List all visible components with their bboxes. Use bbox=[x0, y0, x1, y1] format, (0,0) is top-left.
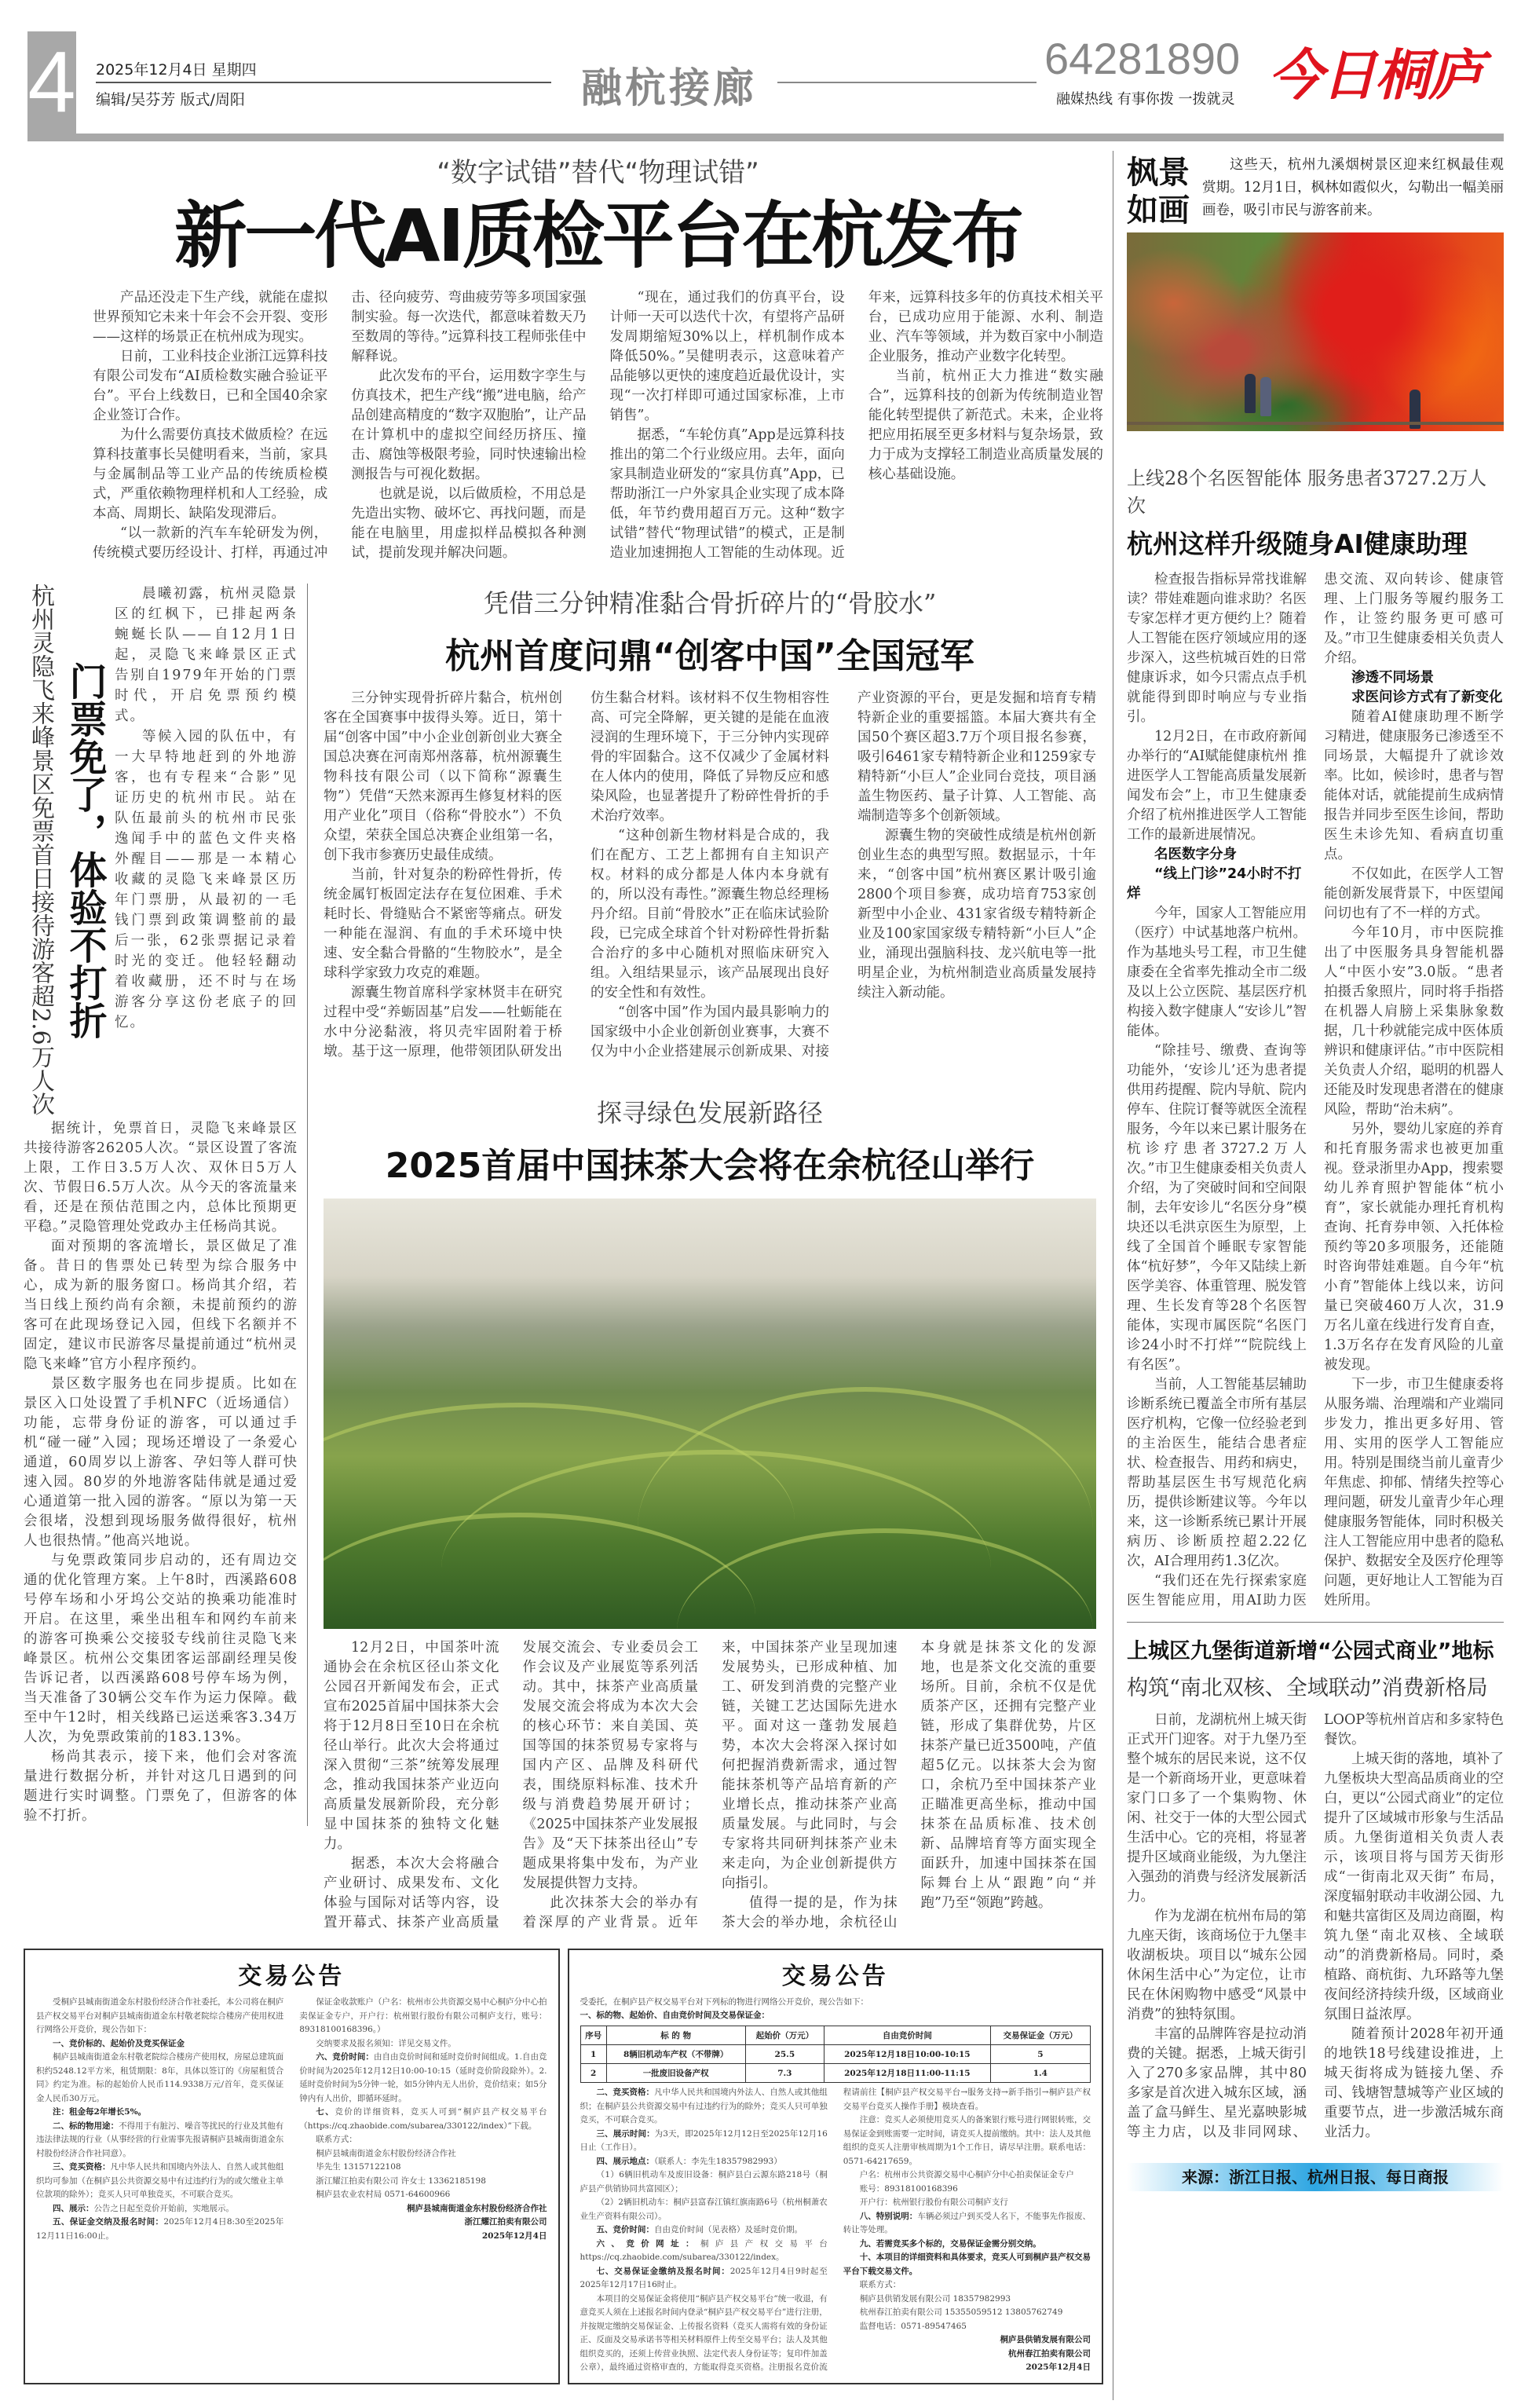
visitor-figure bbox=[1260, 377, 1271, 416]
notice-title: 交易公告 bbox=[238, 1963, 346, 1990]
table-header: 序号 bbox=[580, 2026, 606, 2045]
shangcheng-article-headline: 上城区九堡街道新增“公园式商业”地标 bbox=[1127, 1639, 1494, 1663]
notice-clause-text: 桐庐县产权交易平台https://cq.zhaobide.com/subarea/330122/index。 bbox=[580, 2238, 828, 2262]
maple-forest-photo bbox=[1127, 232, 1504, 431]
notice-paragraph bbox=[299, 2037, 547, 2051]
paragraph: 晨曦初露，杭州灵隐景区的红枫下，已排起两条蜿蜒长队——自12月1日起，灵隐飞来峰景区正式告别自1979年开始的门票时代，开启免票预约模式。 bbox=[115, 586, 298, 724]
notice-clause-text: 凡中华人民共和国境内外法人、自然人或其他组织均可参加（在桐庐县公共资源交易中有过违约行为的或欠缴业主单位款项的除外）；竞买人只可单独竞买，不可联合竞买。 bbox=[36, 2162, 284, 2199]
header-bar bbox=[27, 134, 1504, 141]
notice-clause-heading: 五、保证金交纳及报名时间： bbox=[53, 2217, 164, 2227]
paragraph: 据悉，“车轮仿真”App是远算科技推出的第二个行业级应用。去年，面向家具制造业研发的“家具仿真”App，已帮助浙江一户外家具企业实现了成本降低，年节约费用超百万元。这种“数字试错”替代“物理试错”的模式，正是制造业加速拥抱人工智能的生动体现。近年来，远算科技多年的仿真技术相关平台，已成功应用于能源、水利、制造业、汽车等领域，并为数百家中小制造企业服务，推动产业数字化转型。 bbox=[609, 290, 1103, 561]
notice-clause-text: 桐庐县城南街道金东村敬老院综合楼房产使用权，房屋总建筑面积约5248.12平方米，租赁期限：8年，具体以签订的《房屋租赁合同》约定为准。标的起始价人民币114.9338万元/首年，竞买保证金人民币30万元。 bbox=[36, 2052, 284, 2103]
notice-clause-text: 2025年12月4日9时起至2025年12月17日16时止。 bbox=[580, 2266, 828, 2289]
notice-paragraph bbox=[580, 2196, 828, 2223]
notice-paragraph bbox=[843, 2113, 1091, 2168]
notice-signature: 桐庐县供销发展有限公司 bbox=[1000, 2335, 1091, 2344]
notice-clause-text: 监督电话：0571-89547465 bbox=[859, 2321, 967, 2331]
paragraph: 12月2日，在市政府新闻办举行的“AI赋能健康杭州 推进医学人工智能高质量发展新闻发布会”上，市卫生健康委介绍了杭州推进医学人工智能工作的最新进展情况。 bbox=[1127, 729, 1307, 843]
boneglue-headline: 杭州首度问鼎“创客中国”全国冠军 bbox=[445, 636, 974, 676]
paragraph: 产品还没走下生产线，就能在虚拟世界预知它未来十年会不会开裂、变形——这样的场景正在杭州成为现实。 bbox=[93, 290, 328, 345]
lot-table bbox=[580, 2026, 1091, 2083]
notice-clause-heading: 十、本项目的详细资料和具体要求，竞买人可到桐庐县产权交易平台下载交易文件。 bbox=[843, 2252, 1091, 2276]
notice-clause-heading: 四、展示地点： bbox=[596, 2156, 654, 2166]
maple-photo-title: 枫景如画 bbox=[1127, 155, 1190, 229]
notice-clause-text: 开户行：杭州银行股份有限公司桐庐支行 bbox=[859, 2198, 1008, 2207]
notice-clause-text: 凡中华人民共和国境内外法人、自然人或其他组织；在桐庐县公共资源交易中有过违约行为的除外；竞买人只可单独竞买，不可联合竞买。 bbox=[580, 2088, 828, 2124]
paragraph: 也就是说，以后做质检，不用总是先造出实物、破坏它、再找问题，而是能在电脑里，用虚拟样品模拟各种测试，提前发现并解决问题。 bbox=[351, 486, 587, 561]
notice-paragraph bbox=[843, 2293, 1091, 2307]
notice-paragraph bbox=[299, 2161, 547, 2175]
table-row bbox=[580, 2064, 1091, 2083]
paragraph: 杨尚其表示，接下来，他们会对客流量进行数据分析，并针对这几日遇到的问题进行实时调整。门票免了，但游客的体验不打折。 bbox=[24, 1748, 298, 1824]
notice-paragraph bbox=[36, 1996, 283, 2037]
notice-clause-heading: 二、标的物用途： bbox=[53, 2121, 119, 2131]
table-cell: 5 bbox=[990, 2045, 1090, 2064]
tea-headline: 2025首届中国抹茶大会将在余杭径山举行 bbox=[385, 1146, 1035, 1186]
notice-clause-text: 保证金收款账户（户名：杭州市公共资源交易中心桐庐分中心拍卖保证金专户，开户行：杭州银行股份有限公司桐庐支行，账号：89318100168396。） bbox=[299, 1997, 547, 2034]
notice-paragraph bbox=[843, 2251, 1091, 2278]
paragraph: 当前，针对复杂的粉碎性骨折，传统金属钉板固定法存在复位困难、手术耗时长、骨缝贴合不紧密等痛点。研发一种能在湿润、有血的手术环境中快速、安全黏合骨骼的“生物胶水”，是全球科学家致力攻克的难题。 bbox=[324, 867, 562, 981]
notice-paragraph bbox=[299, 2133, 547, 2147]
right-column bbox=[1113, 151, 1532, 2207]
paragraph: “以一款新的汽车车轮研发为例，传统模式要历经设计、打样，再通过冲击、径向疲劳、弯曲疲劳等多项国家强制实验。每一次迭代，都意味着数天乃至数周的等待。”远算科技工程师张佳中解释说。 bbox=[93, 290, 587, 561]
notice-clause-text: 由自由竞价时间和延时竞价时间组成。1.自由竞价时间为2025年12月12日10:00-10:15（延时竞价阶段除外）。2.延时竞价时间为5分钟一轮，如5分钟内无人出价，竞价结束；如5分钟内有人出价，即循环延时。 bbox=[299, 2052, 547, 2103]
notice-signature: 浙江耀江拍卖有限公司 bbox=[464, 2217, 547, 2227]
notice-intro: 受委托，在桐庐县产权交易平台对下列标的物进行网络公开竞价，现公告如下： bbox=[580, 1997, 868, 2007]
notice-clause-text: （2）2辆旧机动车：桐庐县富春江镇红旗南路6号（杭州桐萧农业生产资料有限公司）。 bbox=[580, 2198, 828, 2221]
notice-section-heading: 一、标的物、起始价、自由竞价时间及交易保证金： bbox=[580, 2011, 770, 2020]
notice-signature: 杭州春江拍卖有限公司 bbox=[1008, 2348, 1091, 2359]
table-header: 自由竞价时间 bbox=[825, 2026, 991, 2045]
notice-clause-text: 浙江耀江拍卖有限公司 许女士 13362185198 bbox=[316, 2176, 486, 2186]
maple-photo-caption: 这些天，杭州九溪烟树景区迎来红枫最佳观赏期。12月1日，枫林如霞似火，勾勒出一幅美丽画卷，吸引市民与游客前来。 bbox=[1202, 157, 1504, 218]
table-cell: 2025年12月18日10:00-10:15 bbox=[825, 2045, 991, 2064]
notice-clause-text: 受桐庐县城南街道金东村股份经济合作社委托，本公司将在桐庐县产权交易平台对桐庐县城南街道金东村敬老院综合楼房产使用权进行网络公开竞价，现公告如下： bbox=[36, 1997, 284, 2034]
subheading: 渗透不同场景 bbox=[1351, 670, 1434, 686]
paragraph: “除挂号、缴费、查询等功能外，‘安诊儿’还为患者提供用药提醒、院内导航、院内停车、住院订餐等就医全流程服务，今年以来已累计服务在杭诊疗患者3727.2万人次。”市卫生健康委相关负责人介绍，为了突破时间和空间限制，去年安诊儿“名医分身”模块还以毛洪京医生为原型，上线了全国首个睡眠专家智能体“杭好梦”，今年又陆续上新医学美容、体重管理、脱发管理、生长发育等28个名医智能体，实现市属医院“名医门诊24小时不打烊”“院院线上有名医”。 bbox=[1127, 1043, 1307, 1373]
subheading: 求医问诊方式有了新变化 bbox=[1351, 690, 1503, 705]
notice-paragraph bbox=[36, 2051, 283, 2106]
table-row bbox=[580, 2045, 1091, 2064]
notice-clause-heading: 六、竞价时间： bbox=[316, 2052, 374, 2062]
notice-clause-heading: 注：租金每2年增长5%。 bbox=[53, 2107, 147, 2117]
lingyin-body-top bbox=[115, 584, 298, 1116]
hotline-slogan: 融媒热线 有事你拨 一拨就灵 bbox=[1056, 91, 1235, 108]
tea-plantation-photo bbox=[324, 1199, 1096, 1629]
notice-clause-text: （1）6辆旧机动车及废旧设备：桐庐县白云源东路218号（桐庐县产供销协同共富园区）； bbox=[580, 2170, 828, 2194]
notice-paragraph bbox=[580, 2086, 828, 2128]
paragraph: 随着预计2028年初开通的地铁18号线建设推进，上城天街将成为链接九堡、乔司、钱塘智慧城等产业区域的重要节点，进一步激活城东商业活力。 bbox=[1324, 2026, 1504, 2140]
paragraph: 今年10月，市中医院推出了中医服务具身智能机器人“中医小安”3.0版。“患者拍摄舌象照片，同时将手指搭在机器人肩膀上采集脉象数据，几十秒就能完成中医体质辨识和健康评估。”市中医院相关负责人介绍，聪明的机器人还能及时发现患者潜在的健康风险，帮助“治未病”。 bbox=[1324, 925, 1504, 1118]
paragraph: 源囊生物的突破性成绩是杭州创新创业生态的典型写照。数据显示，十年来，“创客中国”杭州赛区累计吸引逾2800个项目参赛，成功培育753家创新型中小企业、431家省级专精特新企业及100家国家级专精特新“小巨人”企业，涌现出强脑科技、龙兴航电等一批明星企业，为杭州制造业高质量发展持续注入新动能。 bbox=[857, 828, 1096, 1001]
shangcheng-article-body bbox=[1127, 1711, 1504, 2143]
table-cell: 一批废旧设备产权 bbox=[606, 2064, 745, 2083]
notice-signature: 2025年12月4日 bbox=[481, 2231, 547, 2241]
notice-clause-heading: 六、竞价网址： bbox=[596, 2238, 700, 2249]
source-credit: 来源：浙江日报、杭州日报、每日商报 bbox=[1127, 2163, 1504, 2191]
paragraph: “创客中国”作为国内最具影响力的国家级中小企业创新创业赛事，大赛不仅为中小企业搭建展示创新成果、对接产业资源的平台，更是发掘和培育专精特新企业的重要摇篮。本届大赛共有全国50个赛区超3.7万个项目报名参赛，吸引6461家专精特新企业和1259家专精特新“小巨人”企业同台竞技，项目涵盖生物医药、量子计算、人工智能、高端制造等多个创新领域。 bbox=[590, 690, 1096, 1059]
notice-clause-text: 注意：竞买人必须使用竞买人的备案银行账号进行网银转账，交易保证金到账需要一定时间，请竞买人提前缴纳。其中：法人及其他组织的竞买人注册审核周期为1个工作日，请尽早注册。联系电话：0571-64217659。 bbox=[843, 2115, 1091, 2166]
notice-paragraph bbox=[36, 2161, 283, 2202]
notice-clause-heading: 一、竞价标的、起始价及竞买保证金 bbox=[53, 2038, 185, 2048]
ai-article-body bbox=[93, 288, 1103, 563]
page-number: 4 bbox=[27, 31, 76, 138]
notice-clause-text: 桐庐县城南街道金东村股份经济合作社 bbox=[316, 2148, 456, 2158]
tea-subtitle: 探寻绿色发展新路径 bbox=[596, 1098, 823, 1128]
lingyin-vertical-title: 杭州灵隐飞来峰景区免票首日接待游客超2.6万人次 bbox=[27, 584, 54, 1116]
notice-paragraph bbox=[843, 2183, 1091, 2197]
shangcheng-article-subtitle: 构筑“南北双核、全域联动”消费新格局 bbox=[1127, 1676, 1488, 1700]
health-article-headline: 杭州这样升级随身AI健康助理 bbox=[1127, 529, 1468, 559]
notice-clause-text: 毕先生 13157122108 bbox=[316, 2162, 401, 2172]
middle-row bbox=[24, 584, 1103, 1933]
ai-article bbox=[24, 151, 1103, 563]
notice-clause-heading: 五、竞价时间： bbox=[596, 2225, 654, 2234]
notice-clause-heading: 二、竞买资格： bbox=[596, 2088, 655, 2097]
notice-paragraph bbox=[299, 2147, 547, 2161]
paragraph: 据统计，免票首日，灵隐飞来峰景区共接待游客26205人次。“景区设置了客流上限，工作日3.5万人次、双休日5万人次、节假日6.5万人次。从今天的客流量来看，还是在预估范围之内，总体比预期更平稳。”灵隐管理处党政办主任杨尚其说。 bbox=[24, 1120, 298, 1235]
table-cell: 25.5 bbox=[745, 2045, 824, 2064]
notice-clause-text: 交纳要求及报名须知：详见交易文件。 bbox=[316, 2038, 456, 2048]
paragraph: “现在，通过我们的仿真平台，设计师一天可以迭代十次，有望将产品研发周期缩短30%以上，样机制作成本降低50%。”吴健明表示，这意味着产品能够以更快的速度趋近最优设计，实现“一次打样即可通过国家标准，上市销售”。 bbox=[609, 290, 845, 423]
lingyin-article bbox=[24, 584, 308, 1826]
paragraph: 景区数字服务也在同步提质。比如在景区入口处设置了手机NFC（近场通信）功能，忘带身份证的游客，可以通过手机“碰一碰”入园；现场还增设了一条爱心通道，60周岁以上游客、孕妇等人群可快速入园。80岁的外地游客陆伟就是通过爱心通道第一批入园的游客。“原以为第一天会很堵，没想到现场服务做得很好，杭州人也很热情。”他高兴地说。 bbox=[24, 1375, 298, 1549]
tea-body bbox=[324, 1638, 1096, 1933]
section-title: 融杭接廊 bbox=[581, 65, 758, 112]
notice-paragraph bbox=[580, 2223, 828, 2238]
notice-clause-text: 本项目的交易保证金将使用“桐庐县产权交易平台”统一收退，有意竞买人须在上述报名时间内登录“桐庐县产权交易平台”进行注册，并按规定缴纳交易保证金、上传报名资料（竞买人需将有效的身份证正、反面及交易承诺书等相关材料原件上传至交易平台；法人及其他组织竞买的，还须上传营业执照、法定代表人身份证等；复印件加盖公章），最终通过资格审查的，方能取得竞买资格。注册报名竞价流程请前往【桐庐县产权交易平台→服务支持→新手指引→桐庐县产权交易平台竞买人操作手册】模块查看。 bbox=[580, 2088, 1091, 2372]
boneglue-body bbox=[324, 689, 1096, 1062]
notice-paragraph bbox=[843, 2238, 1091, 2252]
lingyin-body-bottom bbox=[24, 1119, 298, 1826]
paragraph: 为什么需要仿真技术做质检？在远算科技董事长吴健明看来，当前，家具与金属制品等工业产品的传统质检模式，严重依赖物理样机和人工经验，成本高、周期长、缺陷发现滞后。 bbox=[93, 427, 328, 521]
notice-paragraph bbox=[36, 2106, 283, 2120]
middle-column bbox=[308, 584, 1096, 1933]
table-header: 起始价（万元） bbox=[745, 2026, 824, 2045]
notice-paragraph bbox=[299, 2106, 547, 2133]
notice-clause-text: 不得用于有脏污、噪音等扰民的行业及其他有违法律法规的行业（从事经营的行业需事先报请桐庐县城南街道金东村股份经济合作社同意）。 bbox=[36, 2121, 284, 2158]
paragraph: 日前，工业科技企业浙江远算科技有限公司发布“AI质检数实融合验证平台”。平台上线数日，已和全国40余家企业签订合作。 bbox=[93, 349, 328, 423]
paragraph: 不仅如此，在医学人工智能创新发展背景下，中医望闻问切也有了不一样的方式。 bbox=[1324, 866, 1504, 921]
paragraph: 上城天街的落地，填补了九堡板块大型高品质商业的空白，更以“公园式商业”的定位提升了区域城市形象与生活品质。九堡街道相关负责人表示，该项目将与国芳天街形成“一街南北双天街” 布局，深度辐射联动丰收湖公园、九和魅共富街区及周边商圈，构筑九堡“南北双核、全域联动”的消费新格局。同时，桑植路、商杭街、九环路等九堡夜间经济持续升级，区域商业氛围日益浓厚。 bbox=[1324, 1751, 1504, 2022]
notice-clause-text: 为3天，即2025年12月12日至2025年12月16日止（工作日）。 bbox=[580, 2128, 828, 2152]
notice-body bbox=[580, 2086, 1091, 2375]
table-cell: 1.4 bbox=[990, 2064, 1090, 2083]
notice-paragraph bbox=[299, 2175, 547, 2189]
notice-paragraph bbox=[36, 2202, 283, 2216]
notice-body bbox=[36, 1996, 547, 2243]
table-cell: 8辆旧机动车产权（不带牌） bbox=[606, 2045, 745, 2064]
paragraph: 面对预期的客流增长，景区做足了准备。昔日的售票处已转型为综合服务中心，成为新的服务窗口。杨尚其介绍，若当日线上预约尚有余额，未提前预约的游客可在此现场登记入园，但线下名额并不固定，建议市民游客尽量提前通过“杭州灵隐飞来峰”官方小程序预约。 bbox=[24, 1238, 298, 1372]
notice-paragraph bbox=[843, 2196, 1091, 2210]
table-header: 标 的 物 bbox=[606, 2026, 745, 2045]
paragraph: 三分钟实现骨折碎片黏合，杭州创客在全国赛事中拔得头筹。近日，第十届“创客中国”中小企业创新创业大赛全国总决赛在河南郑州落幕，杭州源囊生物科技有限公司（以下简称“源囊生物”）凭借“天然来源再生修复材料的医用产业化”项目（俗称“骨胶水”）不负众望，荣获全国总决赛企业组第一名，创下我市参赛历史最佳成绩。 bbox=[324, 690, 562, 863]
notice-clause-text: 户名：杭州市公共资源交易中心桐庐分中心拍卖保证金专户 bbox=[859, 2170, 1074, 2179]
paragraph: 另外，婴幼儿家庭的养育和托育服务需求也被更加重视。登录浙里办App，搜索婴幼儿养育照护智能体“杭小育”，家长就能办理托育机构查询、托育券申领、入托体检预约等20多项服务，还能随时咨询带娃难题。自今年“杭小育”智能体上线以来，访问量已突破460万人次，31.9万名儿童在线进行发育自查，1.3万名存在发育风险的儿童被发现。 bbox=[1324, 1122, 1504, 1373]
health-article-body bbox=[1127, 570, 1504, 1611]
notice-clause-text: 2025年12月4日8:30至2025年12月11日16:00止。 bbox=[36, 2217, 284, 2241]
wooden-railing bbox=[1127, 422, 1504, 425]
issue-date: 2025年12月4日 星期四 bbox=[96, 61, 257, 79]
table-header: 交易保证金（万元） bbox=[990, 2026, 1090, 2045]
notice-paragraph bbox=[580, 2265, 828, 2293]
subheading: “线上门诊”24小时不打烊 bbox=[1127, 866, 1302, 902]
paragraph: 丰富的品牌阵容是拉动消费的关键。据悉，上城天街引入了270多家品牌，其中80多家是首次进入城东区域，涵盖了盒马鲜生、星光嘉映影城等主力店，以及非同网球、LOOP等杭州首店和多家特色餐饮。 bbox=[1127, 1712, 1504, 2140]
notice-paragraph bbox=[580, 2168, 828, 2196]
trade-notice-1 bbox=[24, 1949, 560, 2384]
paragraph: 检查报告指标异常找谁解读？带娃难题向谁求助？名医专家怎样才更方便约上？随着人工智能在医疗领域应用的逐步深入，这些杭城百姓的日常健康诉求，如今只需点点手机就能得到即时响应与专业指引。 bbox=[1127, 572, 1307, 725]
paragraph: 日前，龙湖杭州上城天街正式开门迎客。对于九堡乃至整个城东的居民来说，这不仅是一个新商场开业，更意味着家门口多了一个集购物、休闲、社交于一体的大型公园式生活中心。它的亮相，将显著提升区域商业能级，为九堡注入强劲的消费与经济发展新活力。 bbox=[1127, 1712, 1307, 1905]
paragraph: 此次抹茶大会的举办有着深厚的产业背景。近年来，中国抹茶产业呈现加速发展势头，已形成种植、加工、研发到消费的完整产业链，关键工艺达国际先进水平。面对这一蓬勃发展趋势，本次大会将深入探讨如何把握消费新需求，通过智能抹茶机等产品培育新的产业增长点，推动抹茶产业高质量发展。与此同时，与会专家将共同研判抹茶产业未来走向，为企业创新提供方向指引。 bbox=[522, 1640, 898, 1930]
editors: 编辑/吴芬芳 版式/周阳 bbox=[96, 91, 245, 108]
page-body bbox=[0, 151, 1532, 2400]
subheading: 名医数字分身 bbox=[1154, 847, 1237, 862]
notice-title: 交易公告 bbox=[781, 1963, 889, 1990]
visitor-figure bbox=[1245, 374, 1256, 413]
notice-clause-heading: 七、交易保证金缴纳及报名时间： bbox=[596, 2266, 730, 2276]
paragraph: 源囊生物首席科学家林贤丰在研究过程中受“养蛎固基”启发——牡蛎能在水中分泌黏液，将贝壳牢固附着于桥墩。基于这一原理，他带领团队研发出仿生黏合材料。该材料不仅生物相容性高、可完全降解，更关键的是能在血液浸润的生理环境下，于三分钟内实现碎骨的牢固黏合。这不仅减少了金属材料在人体内的使用，降低了异物反应和感染风险，也显著提升了粉碎性骨折的手术治疗效率。 bbox=[324, 690, 829, 1059]
notice-clause-text: 联系方式： bbox=[316, 2135, 357, 2144]
header-rule bbox=[96, 82, 551, 83]
notice-paragraph bbox=[843, 2320, 1091, 2334]
notice-paragraph bbox=[299, 2051, 547, 2106]
paragraph: 据悉，本次大会将融合产业研讨、成果发布、文化体验与国际对话等内容，设置开幕式、抹茶产业高质量发展交流会、专业委员会工作会议及产业展览等系列活动。其中，抹茶产业高质量发展交流会将成为本次大会的核心环节：来自美国、英国等国的抹茶贸易专家将与国内产区、品牌及科研代表，围绕原料标准、技术升级与消费趋势展开研讨；《2025中国抹茶产业发展报告》及“天下抹茶出径山”专题成果将集中发布，为产业发展提供智力支持。 bbox=[324, 1640, 698, 1930]
table-cell: 7.3 bbox=[745, 2064, 824, 2083]
notice-clause-heading: 八、特别说明： bbox=[859, 2211, 918, 2221]
notice-clause-text: 车辆必须过户到买受人名下，不能事先作报废、转让等处理。 bbox=[843, 2211, 1091, 2234]
notice-paragraph bbox=[843, 2210, 1091, 2238]
notice-clause-text: 公告之日起至竞价开始前，实地展示。 bbox=[93, 2203, 234, 2213]
table-cell: 2025年12月18日11:00-11:15 bbox=[825, 2064, 991, 2083]
paragraph: 当前，人工智能基层辅助诊断系统已覆盖全市所有基层医疗机构，它像一位经验老到的主治医生，能结合患者症状、检查报告、用药和病史，帮助基层医生书写规范化病历，提供诊断建议等。今年以来，这一诊断系统已累计开展病历、诊断质控超2.22亿次，AI合理用药1.3亿次。 bbox=[1127, 1377, 1307, 1569]
divider bbox=[1127, 1622, 1504, 1623]
health-article-subtitle: 上线28个名医智能体 服务患者3727.2万人次 bbox=[1127, 467, 1487, 517]
paragraph: 值得一提的是，作为抹茶大会的举办地，余杭径山本身就是抹茶文化的发源地，也是茶文化交流的重要场所。目前，余杭不仅是优质茶产区，还拥有完整产业链，形成了集群优势，片区抹茶产量已近3500吨，产值超5亿元。以抹茶大会为窗口，余杭乃至中国抹茶产业正瞄准更高坐标，推动中国抹茶在品质标准、技术创新、品牌培育等方面实现全面跃升，加速中国抹茶在国际舞台上从“跟跑”向“并跑”乃至“领跑”跨越。 bbox=[722, 1640, 1096, 1930]
paragraph: 随着AI健康助理不断学习精进，健康服务已渗透至不同场景，大幅提升了就诊效率。比如，候诊时，患者与智能体对话，就能提前生成病情报告并同步至医生诊间，帮助医生未诊先知、看病直切重点。 bbox=[1324, 709, 1504, 862]
notice-paragraph bbox=[299, 2188, 547, 2202]
paragraph: 与免票政策同步启动的，还有周边交通的优化管理方案。上午8时，西溪路608号停车场和小牙坞公交站的换乘功能准时开启。在这里，乘坐出租车和网约车前来的游客可换乘公交接驳专线前往灵隐飞来峰景区。杭州公交集团客运部副经理吴俊告诉记者，以西溪路608号停车场为例，当天准备了30辆公交车作为运力保障。截至中午12时，相关线路已运送乘客3.34万人次，为免票政策前的183.13%。 bbox=[24, 1552, 298, 1745]
notice-paragraph bbox=[843, 2168, 1091, 2183]
notice-clause-heading: 三、竞买资格： bbox=[53, 2162, 111, 2172]
notice-paragraph bbox=[580, 2128, 828, 2155]
header-rule bbox=[777, 82, 1037, 83]
notice-clause-text: 竞价的详细资料，竞买人可到“桐庐县产权交易平台（https://cq.zhaobide.com/subarea/330122/index）”下载。 bbox=[299, 2107, 547, 2131]
notice-paragraph bbox=[580, 2155, 828, 2169]
paragraph: “这种创新生物材料是合成的，我们在配方、工艺上都拥有自主知识产权。材料的成分都是人体内本身就有的，所以没有毒性。”源囊生物总经理杨丹介绍。目前“骨胶水”正在临床试验阶段，已完成全球首个针对粉碎性骨折黏合治疗的多中心随机对照临床研究入组。入组结果显示，该产品展现出良好的安全性和有效性。 bbox=[590, 828, 829, 1001]
notice-clause-heading: 七、 bbox=[316, 2107, 335, 2117]
left-area bbox=[0, 151, 1113, 2400]
notice-signature: 2025年12月4日 bbox=[1026, 2362, 1091, 2372]
paragraph: “我们还在先行探索家庭医生智能应用，用AI助力医患交流、双向转诊、健康管理、上门服务等履约服务工作，让签约服务更可感可及。”市卫生健康委相关负责人介绍。 bbox=[1127, 572, 1504, 1608]
notice-clause-text: 桐庐县供销发展有限公司 18357982993 bbox=[859, 2293, 1011, 2304]
notice-paragraph bbox=[36, 2120, 283, 2161]
notice-paragraph bbox=[36, 2037, 283, 2051]
notice-paragraph bbox=[843, 2278, 1091, 2293]
paragraph: 当前，杭州正大力推进“数实融合”，远算科技的创新为传统制造业智能化转型提供了新范式。未来，企业将把应用拓展至更多材料与复杂场景，致力于成为支撑轻工制造业高质量发展的核心基础设施。 bbox=[868, 368, 1103, 482]
boneglue-subtitle: 凭借三分钟精准黏合骨折碎片的“骨胶水” bbox=[483, 588, 937, 618]
ai-article-headline: 新一代AI质检平台在杭发布 bbox=[174, 194, 1022, 278]
notice-paragraph bbox=[299, 1996, 547, 2037]
notice-clause-heading: 九、若需竞买多个标的，交易保证金需分别交纳。 bbox=[859, 2238, 1041, 2249]
notice-clause-heading: 四、展示： bbox=[53, 2203, 94, 2213]
paragraph: 作为龙湖在杭州布局的第九座天街，该商场位于九堡丰收湖板块。项目以“城东公园休闲生活中心”为定位，让市民在休闲购物中感受“风景中消费”的独特氛围。 bbox=[1127, 1908, 1307, 2022]
notice-paragraph bbox=[580, 2238, 828, 2265]
table-cell: 1 bbox=[580, 2045, 606, 2064]
notice-clause-text: 自由竞价时间（见表格）及延时竞价期。 bbox=[654, 2225, 803, 2234]
paragraph: 此次发布的平台，运用数字孪生与仿真技术，把生产线“搬”进电脑，给产品创建高精度的“数字双胞胎”，让产品在计算机中的虚拟空间经历挤压、撞击、腐蚀等极限考验，同时快速输出检测报告与可视化数据。 bbox=[351, 368, 587, 482]
notice-clause-text: 联系方式： bbox=[859, 2280, 901, 2289]
lingyin-headline: 门票免了，体验不打折 bbox=[63, 662, 107, 1039]
notice-paragraph bbox=[843, 2306, 1091, 2320]
notice-clause-heading: 三、展示时间： bbox=[596, 2128, 655, 2139]
paragraph: 12月2日，中国茶叶流通协会在余杭区径山茶文化公园召开新闻发布会，正式宣布2025首届中国抹茶大会将于12月8日至10日在余杭径山举行。此次大会将通过深入贯彻“三茶”统筹发展理念，推动我国抹茶产业迈向高质量发展新阶段，充分彰显中国抹茶的独特文化魅力。 bbox=[324, 1640, 499, 1852]
paragraph: 下一步，市卫生健康委将从服务端、治理端和产业端同步发力，推出更多好用、管用、实用的医学人工智能应用。特别是围绕当前儿童青少年焦虑、抑郁、情绪失控等心理问题，研发儿童青少年心理健康服务智能体，同时积极关注人工智能应用中患者的隐私保护、数据安全及医疗伦理等问题，更好地让人工智能为百姓所用。 bbox=[1324, 1377, 1504, 1608]
ai-article-subtitle: “数字试错”替代“物理试错” bbox=[437, 157, 759, 188]
hotline-number: 64281890 bbox=[1044, 34, 1241, 83]
table-cell: 2 bbox=[580, 2064, 606, 2083]
notice-clause-text: （联系人：李先生18357982993） bbox=[654, 2156, 782, 2166]
paragraph: 今年，国家人工智能应用（医疗）中试基地落户杭州。作为基地头号工程，市卫生健康委在全省率先推动全市二级及以上公立医院、基层医疗机构接入数字健康人“安诊儿”智能体。 bbox=[1127, 906, 1307, 1039]
notice-clause-text: 账号：89318100168396 bbox=[859, 2183, 958, 2194]
notice-clause-text: 杭州春江拍卖有限公司 15355059512 13805762749 bbox=[859, 2307, 1063, 2317]
paragraph: 等候入园的队伍中，有一大早特地赶到的外地游客，也有专程来“合影”见证历史的杭州市民。站在队伍最前头的杭州市民张逸闻手中的蓝色文件夹格外醒目——那是一本精心收藏的灵隐飞来峰景区历年门票册，从最初的一毛钱门票到政策调整前的最后一张，62张票据记录着时光的变迁。他轻轻翻动着收藏册，还不时与在场游客分享这份老底子的回忆。 bbox=[115, 729, 298, 1030]
notice-clause-text: 桐庐县农业农村局 0571-64600966 bbox=[316, 2190, 451, 2199]
notices-row bbox=[24, 1949, 1103, 2384]
notice-paragraph bbox=[36, 2216, 283, 2243]
trade-notice-2 bbox=[568, 1949, 1104, 2384]
notice-signature: 桐庐县城南街道金东村股份经济合作社 bbox=[407, 2203, 547, 2213]
newspaper-logo: 今日桐庐 bbox=[1268, 42, 1482, 108]
